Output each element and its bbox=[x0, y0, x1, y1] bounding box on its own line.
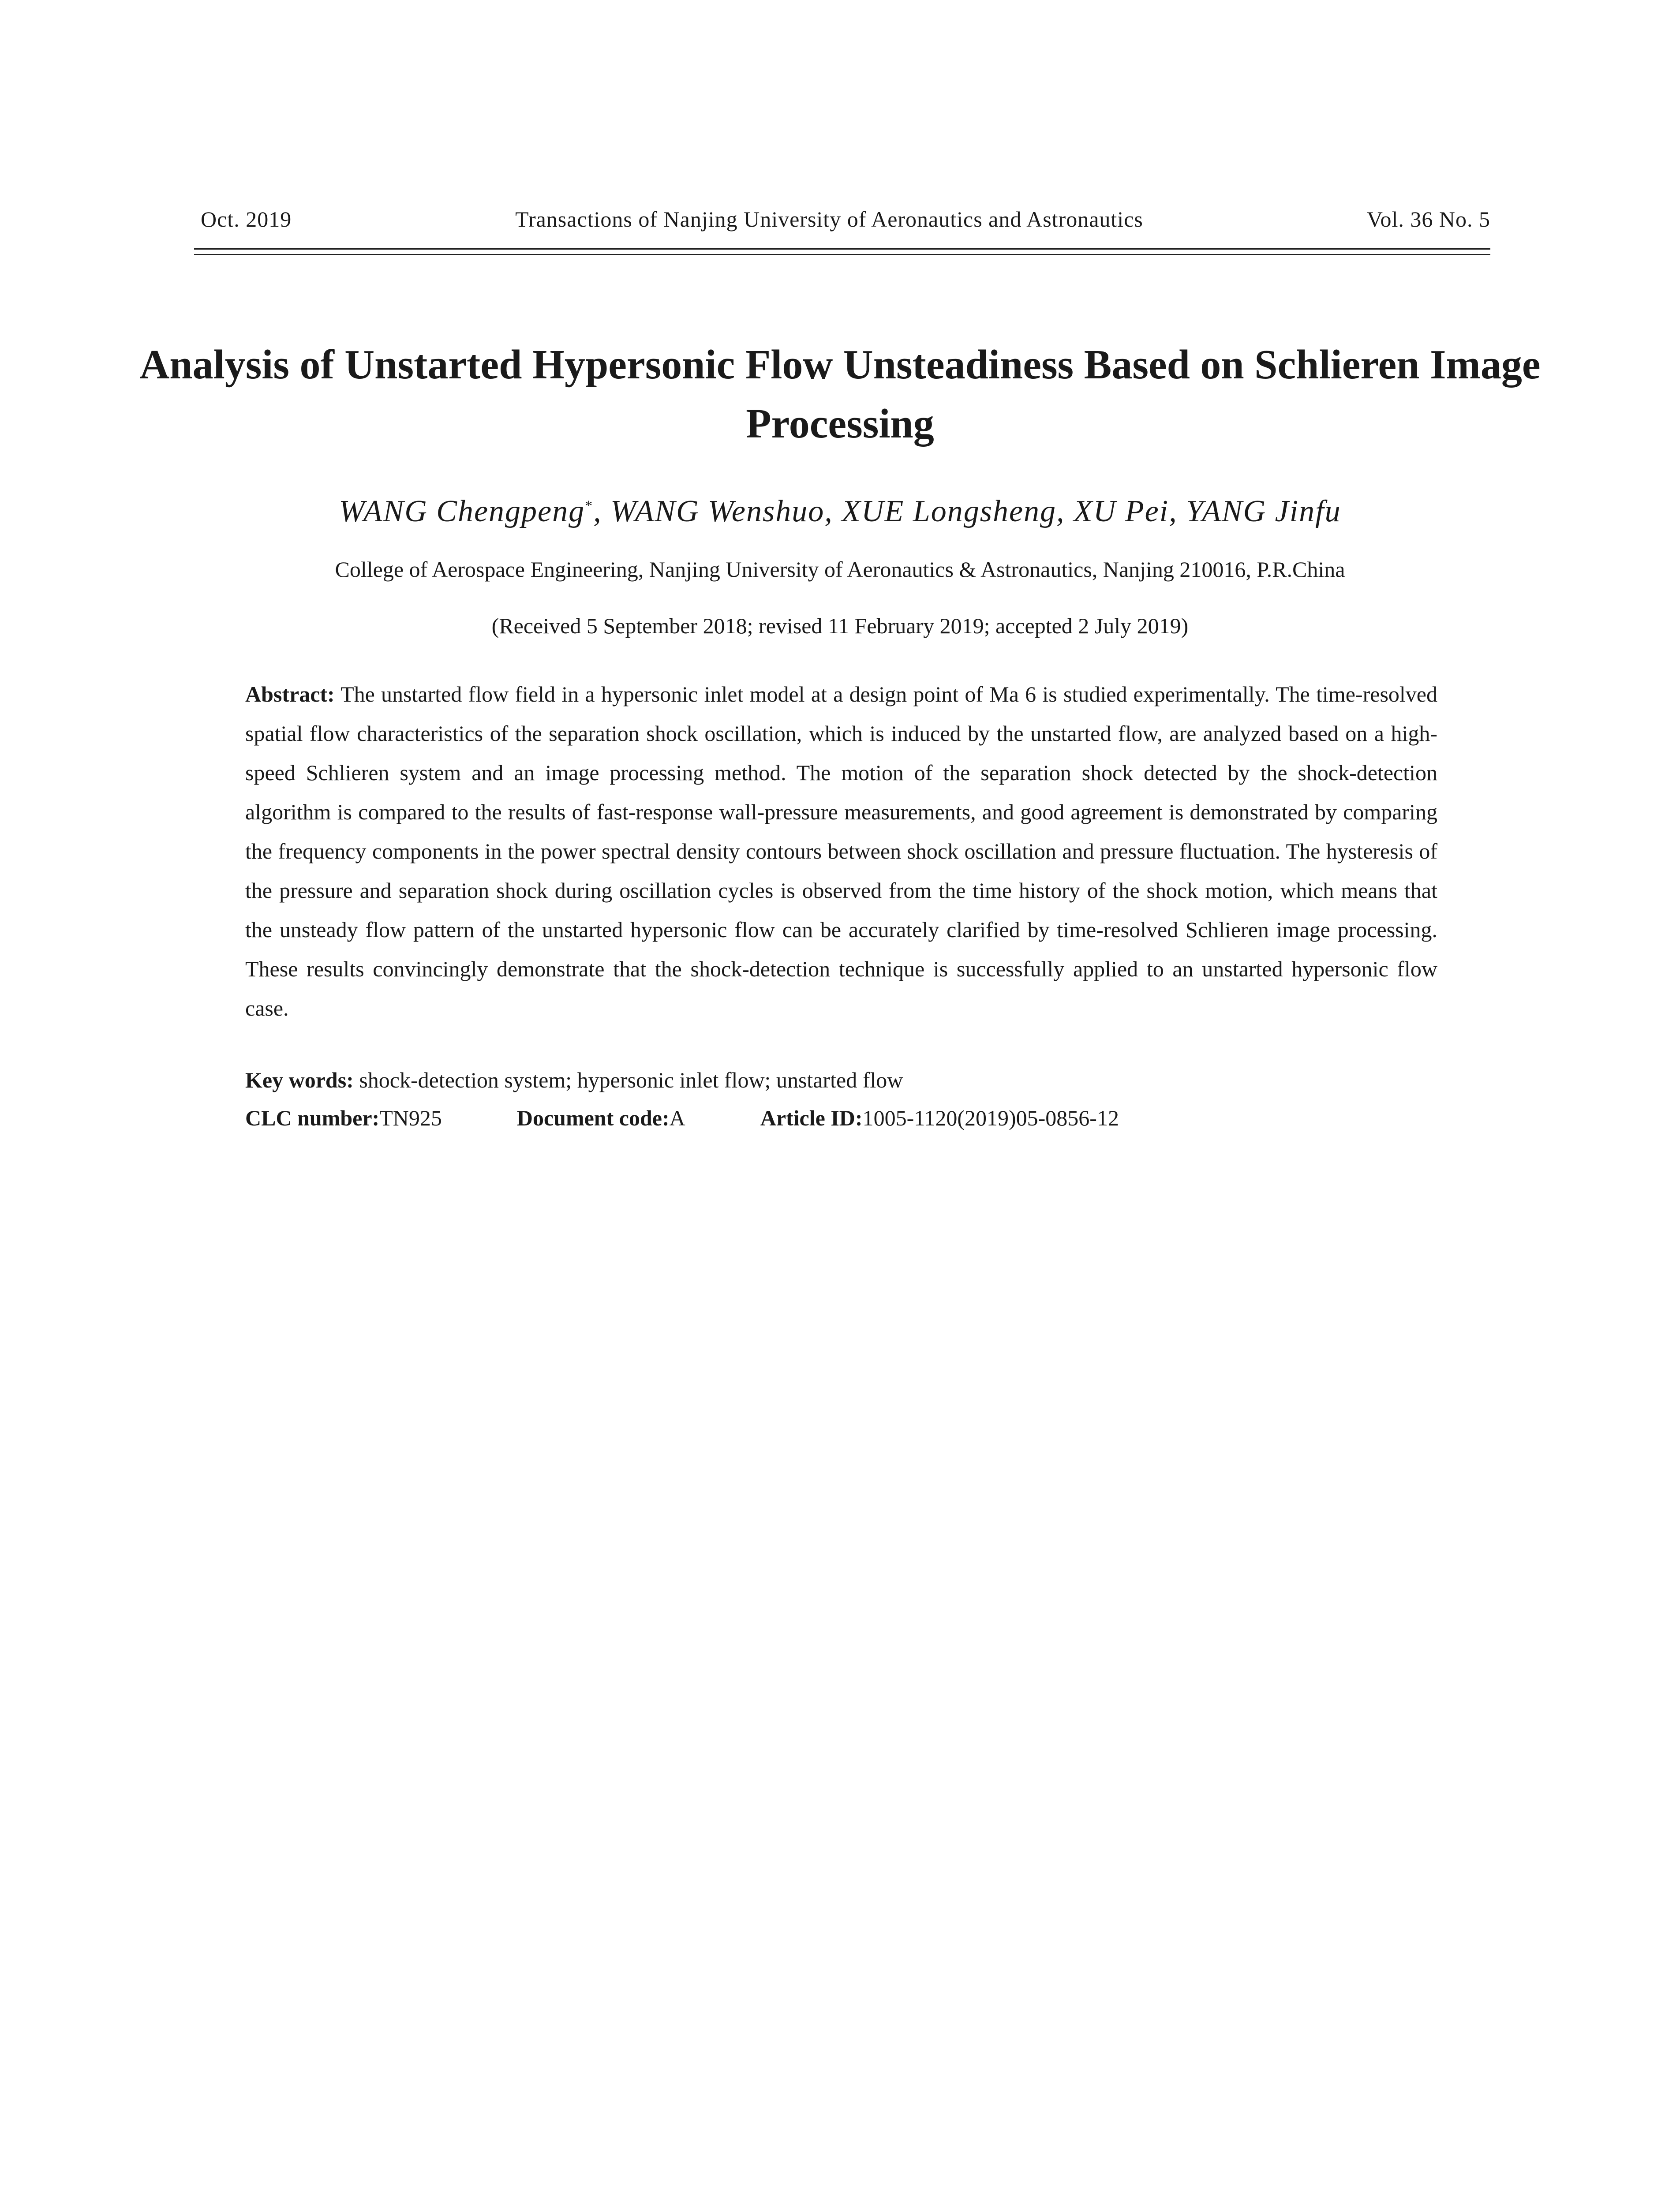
volume-number: Vol. 36 No. 5 bbox=[1366, 207, 1490, 232]
received-dates: (Received 5 September 2018; revised 11 February 2019; accepted 2 July 2019) bbox=[491, 613, 1189, 638]
abstract bbox=[245, 675, 1437, 1028]
keywords-text: shock-detection system; hypersonic inlet flow; unstarted flow bbox=[359, 1068, 903, 1092]
article-id bbox=[760, 1105, 1119, 1131]
doc-label: Document code: bbox=[516, 1106, 670, 1130]
abstract-label: Abstract: bbox=[245, 682, 335, 706]
classification-line bbox=[245, 1105, 1437, 1131]
keywords bbox=[245, 1067, 903, 1093]
running-header bbox=[201, 204, 1490, 235]
issue-date: Oct. 2019 bbox=[201, 207, 292, 232]
clc-label: CLC number: bbox=[245, 1106, 380, 1130]
author-list bbox=[132, 494, 1548, 529]
article-value: 1005-1120(2019)05-0856-12 bbox=[862, 1106, 1119, 1130]
corresponding-mark: * bbox=[585, 497, 594, 514]
paper-title: Analysis of Unstarted Hypersonic Flow Unsteadiness Based on Schlieren Image Processing bbox=[139, 342, 1541, 447]
author-first: WANG Chengpeng bbox=[339, 494, 585, 528]
author-rest: , WANG Wenshuo, XUE Longsheng, XU Pei, YANG Jinfu bbox=[593, 494, 1341, 528]
journal-name: Transactions of Nanjing University of Aeronautics and Astronautics bbox=[515, 207, 1143, 232]
keywords-label: Key words: bbox=[245, 1068, 354, 1092]
clc-number bbox=[245, 1105, 442, 1131]
article-label: Article ID: bbox=[760, 1106, 863, 1130]
clc-value: TN925 bbox=[379, 1106, 442, 1130]
doc-value: A bbox=[669, 1106, 685, 1130]
document-code bbox=[517, 1105, 685, 1131]
header-rule-thick bbox=[194, 248, 1490, 250]
abstract-text: The unstarted flow field in a hypersonic inlet model at a design point of Ma 6 is studied experimentally. The time-resolved spatial flow characteristics of the separation shock oscillation, which is induced by the unstarted flow, are analyzed based on a high-speed Schlieren system and an image processing method. The motion of the separation shock detected by the shock-detection algorithm is compared to the results of fast-response wall-pressure measurements, and good agreement is demonstrated by comparing the frequency components in the power spectral density contours between shock oscillation and pressure fluctuation. The hysteresis of the pressure and separation shock during oscillation cycles is observed from the time history of the shock motion, which means that the unsteady flow pattern of the unstarted hypersonic flow can be accurately clarified by time-resolved Schlieren image processing. These results convincingly demonstrate that the shock-detection technique is successfully applied to an unstarted hypersonic flow case. bbox=[245, 682, 1437, 1020]
affiliation: College of Aerospace Engineering, Nanjing University of Aeronautics & Astronautics, Nanjing 210016, P.R.China bbox=[335, 557, 1345, 582]
header-rule-thin bbox=[194, 254, 1490, 255]
